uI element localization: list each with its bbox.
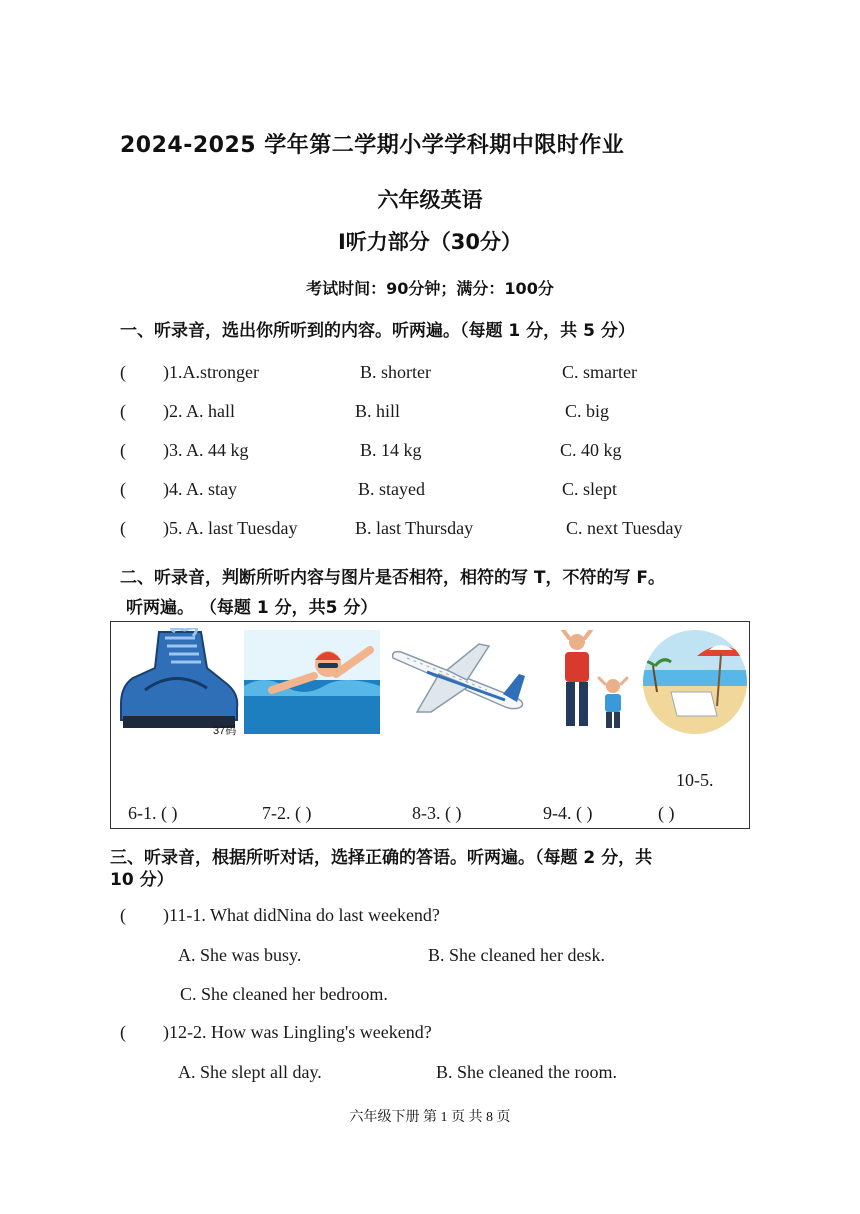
option-b: B. stayed (358, 479, 425, 499)
answer-label-7[interactable]: 7-2. ( ) (262, 803, 312, 823)
option-c: C. smarter (562, 362, 637, 382)
option-c: C. She cleaned her bedroom. (180, 984, 388, 1004)
airplane-image (387, 636, 531, 732)
question-stem: )2. A. hall (163, 401, 235, 421)
option-a: A. She slept all day. (178, 1062, 322, 1082)
page-footer: 六年级下册 第 1 页 共 8 页 (349, 1110, 511, 1125)
answer-label-9[interactable]: 9-4. ( ) (543, 803, 593, 823)
question-stem: )1.A.stronger (163, 362, 259, 382)
answer-paren[interactable]: ( (120, 1022, 126, 1042)
section2-heading-2: 听两遍。 （每题 1 分，共5 分） (126, 598, 378, 618)
section3-heading: 三、听录音，根据所听对话，选择正确的答语。听两遍。（每题 2 分，共 (110, 848, 653, 868)
answer-paren[interactable]: ( (120, 518, 126, 538)
answer-paren[interactable]: ( (120, 479, 126, 499)
boot-size-label: 37码 (213, 725, 237, 737)
part-title: Ⅰ听力部分（30分） (337, 230, 523, 254)
option-c: C. slept (562, 479, 618, 499)
option-b: B. She cleaned the room. (436, 1062, 617, 1082)
option-b: B. shorter (360, 362, 431, 382)
question-11: )11-1. What didNina do last weekend? (163, 905, 440, 925)
option-a: A. She was busy. (178, 945, 302, 965)
question-stem: )3. A. 44 kg (163, 440, 249, 460)
option-b: B. last Thursday (355, 518, 474, 538)
section1-heading: 一、听录音，选出你所听到的内容。听两遍。（每题 1 分，共 5 分） (120, 321, 635, 341)
section2-heading: 二、听录音，判断所听内容与图片是否相符，相符的写 T，不符的写 F。 (120, 568, 666, 588)
page-title: 2024-2025 学年第二学期小学学科期中限时作业 (120, 133, 625, 158)
answer-label-8[interactable]: 8-3. ( ) (412, 803, 462, 823)
answer-label-10[interactable]: ( ) (658, 803, 675, 823)
section3-heading-2: 10 分） (110, 870, 174, 890)
answer-paren[interactable]: ( (120, 401, 126, 421)
subject-title: 六年级英语 (377, 188, 483, 212)
exam-info: 考试时间：90分钟；满分：100分 (306, 279, 554, 298)
picture-box (110, 621, 750, 829)
answer-label-6[interactable]: 6-1. ( ) (128, 803, 178, 823)
swimmer-image (244, 630, 380, 734)
beach-image (641, 626, 749, 738)
question-stem: )5. A. last Tuesday (163, 518, 298, 538)
option-b: B. She cleaned her desk. (428, 945, 605, 965)
option-c: C. next Tuesday (566, 518, 683, 538)
option-b: B. 14 kg (360, 440, 422, 460)
label-10: 10-5. (676, 770, 714, 790)
answer-paren[interactable]: ( (120, 905, 126, 925)
option-b: B. hill (355, 401, 401, 421)
option-c: C. big (565, 401, 610, 421)
father-son-image (551, 630, 635, 734)
question-12: )12-2. How was Lingling's weekend? (163, 1022, 432, 1042)
question-stem: )4. A. stay (163, 479, 237, 499)
option-c: C. 40 kg (560, 440, 622, 460)
answer-paren[interactable]: ( (120, 362, 126, 382)
answer-paren[interactable]: ( (120, 440, 126, 460)
